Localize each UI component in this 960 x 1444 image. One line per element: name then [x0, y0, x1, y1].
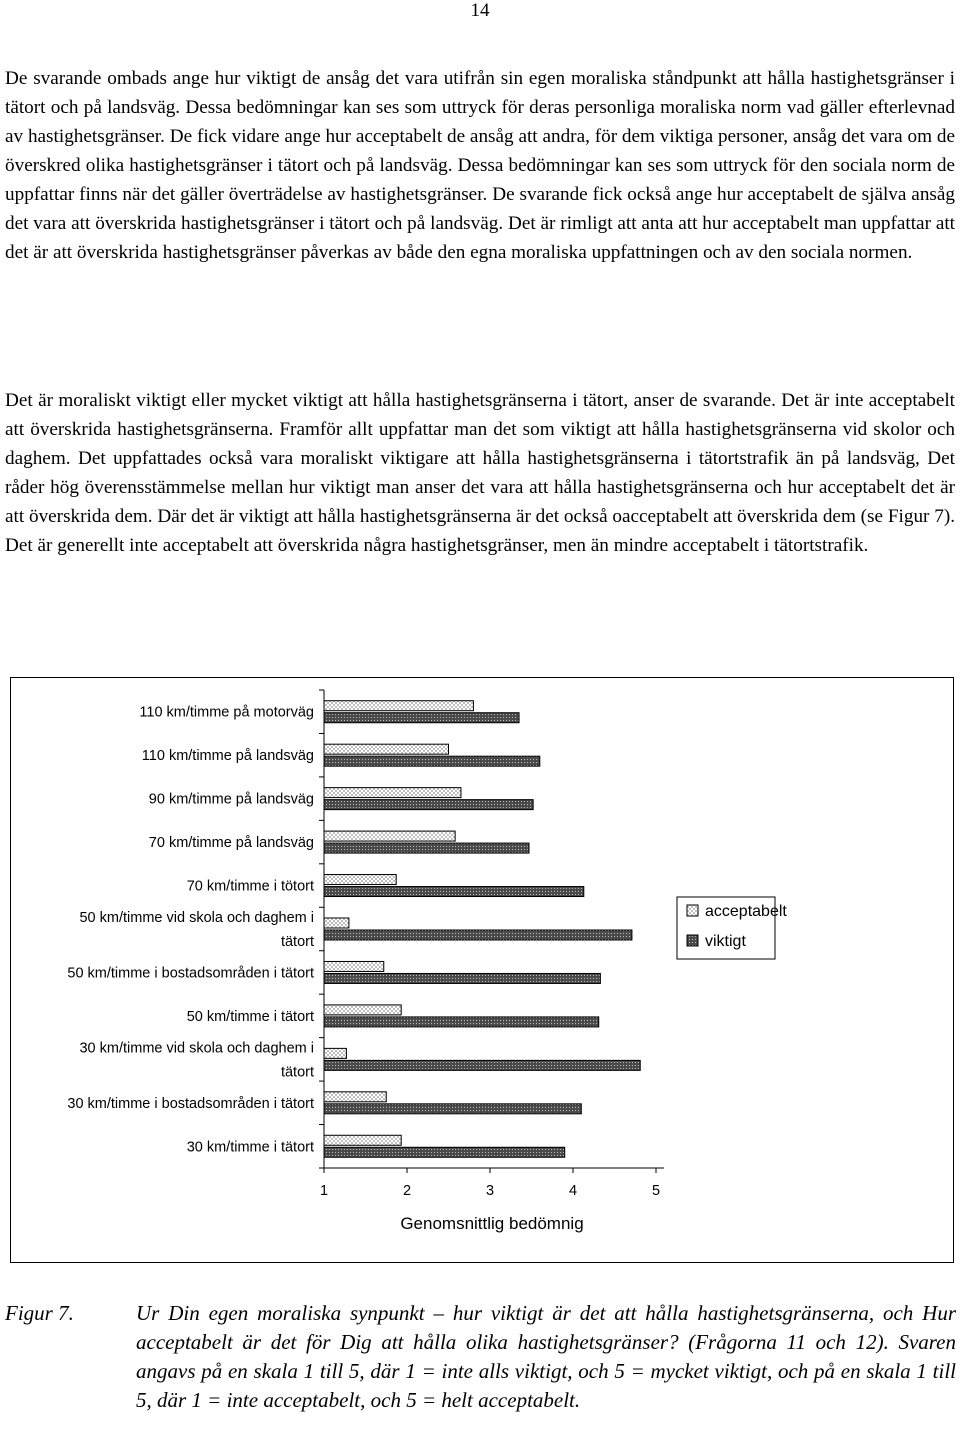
bar-acceptabelt: [324, 1092, 386, 1102]
x-tick-label: 2: [402, 1183, 412, 1199]
bar-viktigt: [324, 843, 529, 853]
legend-label-viktigt: viktigt: [705, 933, 746, 950]
category-label: 30 km/timme vid skola och daghem i tätort: [79, 1040, 314, 1081]
figure-7-chart: [10, 677, 954, 1263]
bar-viktigt: [324, 756, 540, 766]
bar-acceptabelt: [324, 744, 449, 754]
legend-swatch-viktigt: [687, 935, 698, 946]
category-label: 70 km/timme i tötort: [186, 878, 314, 895]
bar-acceptabelt: [324, 831, 455, 841]
bar-viktigt: [324, 1147, 565, 1157]
bar-viktigt: [324, 1017, 599, 1027]
bar-acceptabelt: [324, 1135, 401, 1145]
bar-acceptabelt: [324, 1048, 346, 1058]
bar-viktigt: [324, 1060, 640, 1070]
bar-viktigt: [324, 930, 632, 940]
body-paragraph-2: Det är moraliskt viktigt eller mycket viktigt att hålla hastighetsgränserna i tätort, anser de svarande. Det är inte acceptabelt att överskrida hastighetsgränserna. Framför allt uppfattar man det som viktigt att hålla hastighetsgränserna vid skolor och daghem. Det uppfattades också vara moraliskt viktigare att hålla hastighetsgränserna i tätortstrafik än på landsväg, Det råder hög överensstämmelse mellan hur viktigt man anser det vara att hålla hastighetsgränserna och hur acceptabelt det är att överskrida dem. Där det är viktigt att hålla hastighetsgränserna är det också oacceptabelt att överskrida dem (se Figur 7). Det är generellt inte acceptabelt att överskrida några hastighetsgränser, men än mindre acceptabelt i tätortstrafik.: [5, 390, 955, 556]
x-tick-label: 3: [485, 1183, 495, 1199]
bar-acceptabelt: [324, 961, 384, 971]
category-label: 50 km/timme i bostadsområden i tätort: [67, 965, 314, 982]
category-label: 70 km/timme på landsväg: [148, 835, 314, 852]
bar-acceptabelt: [324, 875, 396, 885]
category-label: 50 km/timme vid skola och daghem i tätort: [79, 910, 314, 950]
bar-acceptabelt: [324, 788, 461, 798]
category-label: 90 km/timme på landsväg: [148, 791, 314, 808]
x-tick-label: 4: [568, 1183, 578, 1199]
x-axis-label: Genomsnittlig bedömnig: [400, 1214, 584, 1233]
category-label: 50 km/timme i tätort: [186, 1008, 314, 1025]
figure-caption-label: Figur 7.: [5, 1301, 74, 1325]
category-label: 110 km/timme på motorväg: [139, 704, 314, 721]
bar-viktigt: [324, 800, 533, 810]
legend-swatch-acceptabelt: [687, 905, 698, 916]
legend-label-acceptabelt: acceptabelt: [705, 903, 787, 920]
bar-acceptabelt: [324, 701, 473, 711]
category-label: 110 km/timme på landsväg: [141, 748, 314, 765]
figure-caption-text: Ur Din egen moraliska synpunkt – hur viktigt är det att hålla hastighetsgränserna, och Hur acceptabelt är det för Dig att hålla olika hastighetsgränser? (Frågorna 11 och 12). Svaren angavs på en skala 1 till 5, där 1 = inte alls viktigt, och 5 = mycket viktigt, och på en skala 1 till 5, där 1 = inte acceptabelt, och 5 = helt acceptabelt.: [136, 1301, 956, 1412]
page-number: 14: [470, 0, 490, 21]
x-tick-label: 5: [651, 1183, 661, 1199]
category-label: 30 km/timme i bostadsområden i tätort: [67, 1095, 314, 1112]
bar-viktigt: [324, 713, 519, 723]
category-label: 30 km/timme i tätort: [186, 1139, 314, 1156]
body-paragraph-1: De svarande ombads ange hur viktigt de ansåg det vara utifrån sin egen moraliska ståndpunkt att hålla hastighetsgränser i tätort och på landsväg. Dessa bedömningar kan ses som uttryck för deras personliga moraliska norm vad gäller efterlevnad av hastighetsgränser. De fick vidare ange hur acceptabelt de ansåg att andra, för dem viktiga personer, ansåg det vara om de överskred olika hastighetsgränser i tätort och på landsväg. Dessa bedömningar kan ses som uttryck för den sociala norm de uppfattar finns när det gäller överträdelse av hastighetsgränser. De svarande fick också ange hur acceptabelt de själva ansåg det vara att överskrida hastighetsgränser i tätort och på landsväg. Det är rimligt att anta att hur acceptabelt man uppfattar att det är att överskrida hastighetsgränser påverkas av både den egna moraliska uppfattningen och av den sociala normen.: [5, 68, 955, 263]
bar-acceptabelt: [324, 1005, 401, 1015]
bar-viktigt: [324, 973, 600, 983]
bar-chart: [11, 678, 953, 1262]
bar-viktigt: [324, 887, 584, 897]
bar-viktigt: [324, 1104, 581, 1114]
x-tick-label: 1: [319, 1183, 329, 1199]
bar-acceptabelt: [324, 918, 349, 928]
